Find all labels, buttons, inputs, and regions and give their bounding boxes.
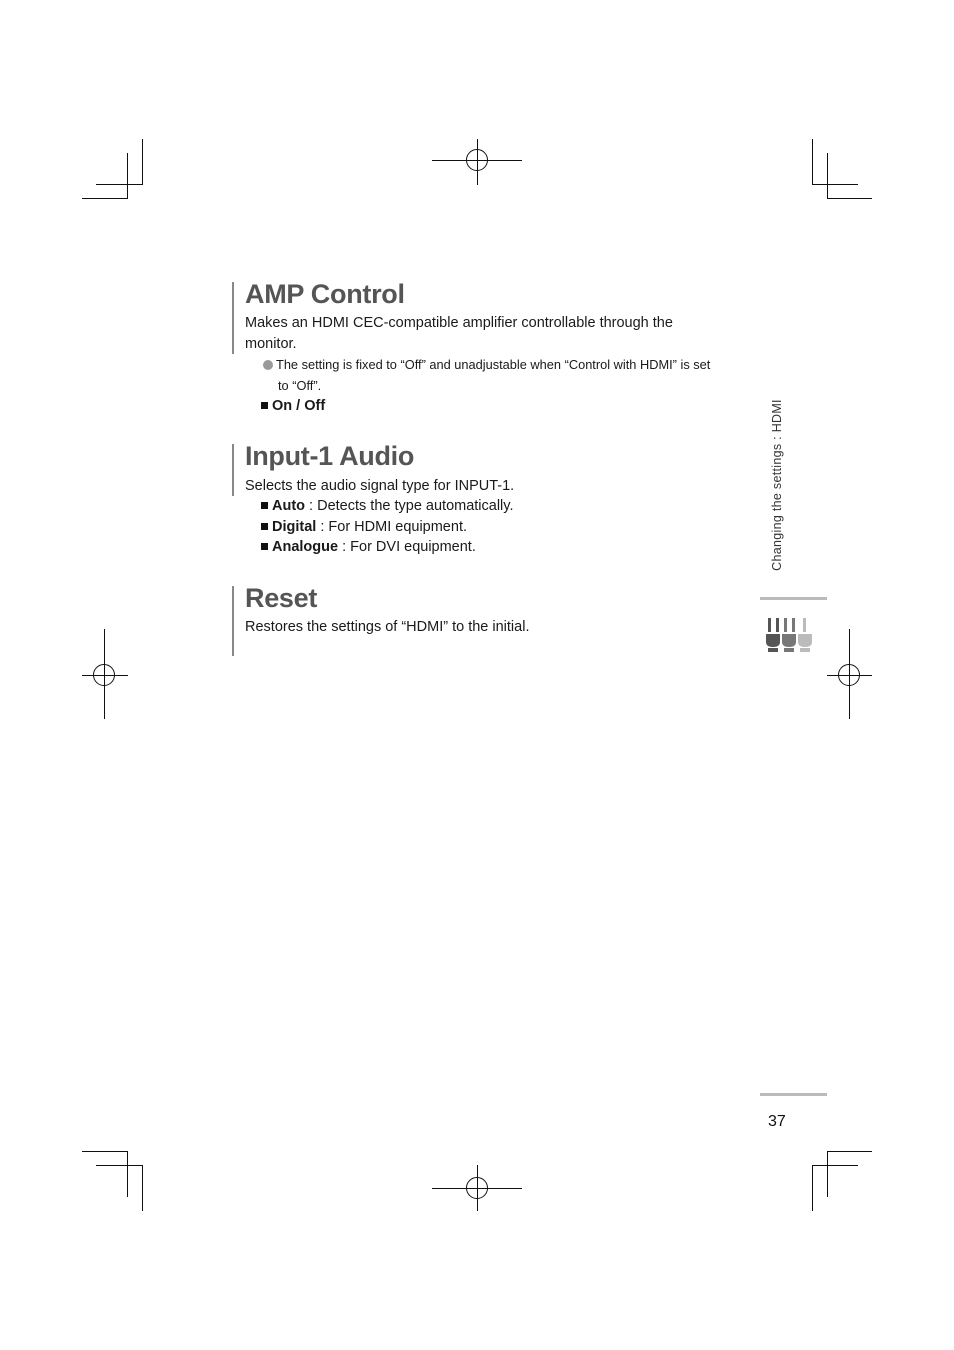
square-bullet-icon	[261, 543, 268, 550]
crop-mark	[827, 1151, 872, 1152]
chapter-label: Changing the settings : HDMI	[770, 399, 784, 571]
option-item: Auto : Detects the type automatically.	[261, 496, 513, 517]
section-bar	[232, 444, 234, 496]
square-bullet-icon	[261, 523, 268, 530]
section-title: Input-1 Audio	[245, 441, 415, 471]
section-bar	[232, 282, 234, 354]
crop-mark	[142, 139, 143, 185]
crop-mark	[827, 153, 828, 199]
crop-mark	[827, 198, 872, 199]
bullet-dot-icon	[263, 360, 273, 370]
section-bar	[232, 586, 234, 656]
note: The setting is fixed to “Off” and unadjustable when “Control with HDMI” is set to “Off”.	[263, 354, 710, 396]
option-item: On / Off	[261, 396, 325, 417]
option-item: Digital : For HDMI equipment.	[261, 517, 467, 538]
crop-mark	[812, 1165, 858, 1166]
option-item: Analogue : For DVI equipment.	[261, 537, 476, 558]
crop-mark	[82, 1151, 128, 1152]
page-number: 37	[768, 1113, 786, 1130]
section-title: Reset	[245, 583, 318, 613]
crop-mark	[827, 1151, 828, 1197]
crop-mark	[812, 139, 813, 185]
crop-mark	[142, 1165, 143, 1211]
footer-rule	[760, 1093, 827, 1096]
sidebar-rule	[760, 597, 827, 600]
section-description: Makes an HDMI CEC-compatible amplifier controllable through the monitor.	[245, 315, 673, 352]
square-bullet-icon	[261, 402, 268, 409]
crop-mark	[82, 198, 128, 199]
square-bullet-icon	[261, 502, 268, 509]
crop-mark	[127, 1151, 128, 1197]
section-description: Selects the audio signal type for INPUT-1.	[245, 478, 515, 494]
crop-mark	[812, 184, 858, 185]
section-title: AMP Control	[245, 279, 405, 309]
crop-mark	[812, 1165, 813, 1211]
crop-mark	[127, 153, 128, 199]
section-description: Restores the settings of “HDMI” to the initial.	[245, 619, 530, 635]
hdmi-connectors-icon	[765, 618, 817, 655]
crop-mark	[96, 1165, 142, 1166]
crop-mark	[96, 184, 142, 185]
